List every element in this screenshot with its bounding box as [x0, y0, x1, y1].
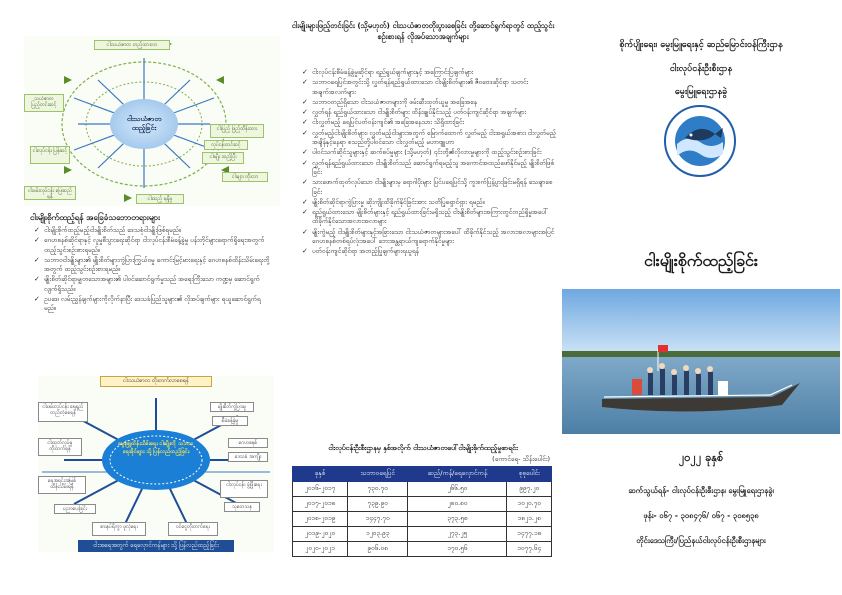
enhancement-item: စားနပ်ရိက္ခာ ဖူလုံရေး	[92, 522, 146, 536]
cycle-node-right3: ငါးမျိုး ထည့်ပြီး	[202, 152, 244, 164]
publication-year: ၂၀၂၂ ခုနှစ်	[678, 451, 724, 464]
ministry-name: စိုက်ပျိုးရေး၊ မွေးမြူရေးနှင့် ဆည်မြောင်းဝန်ကြီးဌာန	[619, 40, 783, 50]
consideration-item: ✓ သားဖောက်ထုတ်လုပ်သော ငါးမျိုးများမှ ရောဂါပိုးများ ပြင်ပရေပြင်သို့ ကူးစက်ပြန့်ပွားခြင်းမရှိရန် သေချာစေခြင်း	[302, 178, 553, 196]
checkmark-icon: ✓	[302, 208, 308, 217]
left-panel	[0, 0, 278, 595]
consideration-item: ✓ လွှတ်မည့်ငါးမျိုးစိတ်များ၊ လွှတ်မည့်ငါးများအတွက် မြောက်ထောက် လွှတ်မည့် ငါးအရွယ်အစား၊ ငါးလွှတ်မည့်အချိန်နှင့်နေရာ စသည်တို့ပါဝင်သော ငါးလွှတ်မည့် မဟာဗျူဟာ	[302, 128, 556, 147]
cycle-node-left2: ငါးလုပ်ငန်း ပြန်ဆင့်	[30, 146, 70, 164]
checkmark-icon: ✓	[302, 148, 308, 157]
consideration-item: ✓ လွှတ်ရန် ရည်ရွယ်ထားသော ငါးမျိုးစိတ်များ ထိန်းချုပ်နိုင်သည့် ပတ်ဝန်းကျင်ဆိုင်ရာ အချက်များ	[302, 108, 527, 117]
consideration-item: ✓ ပါဝင်သက်ဆိုင်သူများနှင့် ဆက်စပ်မှုများ (သို့မဟုတ်) ၎င်းတို့၏လိုလားမှုများကို ထည့်သွင်းစဉ်းစားခြင်း	[302, 148, 542, 157]
principle-item: ✓ ငါးမျိုးစိုက်ထည့်မည့်ငါးမျိုးစိတ်သည် ဒေသစုံငါးမျိုးဖြစ်ရမည်။	[34, 226, 181, 234]
checkmark-icon: ✓	[302, 227, 308, 236]
checkmark-icon: ✓	[34, 275, 40, 284]
consideration-item: ✓ မျိုးစိတ်ဆိုင်ရာကွဲပြားမှု ဆိုးကျိုးထိခိုက်နိုင်ခြင်းအား သတိပြုရှောင်ရှား ရမည်။	[302, 197, 485, 206]
consideration-item: ✓ ပတ်ဝန်းကျင်ဆိုင်ရာ အတည့်ပြုချက်များရယူရန်	[302, 247, 419, 256]
principle-item: ✓ ဥပဒေ၊ လမ်းညွှန်ချက်များကိုလိုက်နာပြီး ဒေသခံပြည်သူများ၏ လိုအပ်ချက်များ ရယူဆောင်ရွက်ရမည်။	[34, 295, 261, 313]
enhancement-item: ရေအရင်းအမြစ် ထိန်းသိမ်းရန်	[38, 476, 86, 494]
principles-title: ငါးမျိုးစိုက်ထည့်ရန် အခြေခံသဘောတရားများ	[30, 213, 160, 222]
consideration-item: ✓ မျိုးကွဲမည့် ငါးမျိုးစိတ်များနှင့်အခြားသော ငါးသယံဇာတများအပေါ် ထိခိုက်နိုင်သည့် အလားအလာများအပြင် ဂေဟစနစ်တစ်ရပ်လုံးအပေါ် ဘေးအန္တရာယ်ကျရောက်နိုင်မှုများ	[302, 227, 555, 246]
division-name: မွေးမြူရေးဌာနခွဲ	[674, 87, 728, 97]
checkmark-icon: ✓	[302, 118, 308, 127]
checkmark-icon: ✓	[302, 68, 308, 76]
checkmark-icon: ✓	[34, 255, 40, 264]
consideration-item: ✓ ငါးလွှတ်မည့် ရေပြင်ပတ်ဝန်းကျင်၏ အခြေအနေသား သိရှိထားခြင်း	[302, 118, 465, 127]
principle-item: ✓ မျိုးစိတ်ဆိုင်ရာမျှတသောအများ၏ ပါဝင်ဆောင်ရွက်မှုသည် အရေးကြီးသော ကဏ္ဍမှ ဆောင်ရွက်လျက်ရှိသည်။	[34, 275, 260, 293]
checkmark-icon: ✓	[302, 128, 308, 137]
table-row: ၂၀၁၉-၂၀၂၀ ၁၂၀၃.၉၃ ၂၇၃.၂၅ ၁၄၇၇.၁၈	[293, 527, 552, 542]
table-unit: (ကောင်ရေ- သိန်းပေါင်း)	[492, 455, 550, 463]
checkmark-icon: ✓	[302, 108, 308, 117]
cycle-node-bottom: ငါးထည့် ရရှိမှု	[136, 194, 184, 204]
checkmark-icon: ✓	[302, 178, 308, 187]
enhancement-item: မျိုးစိတ်ကွဲပြားမှု	[210, 402, 254, 412]
table-row: ၂၀၁၆-၂၀၁၇ ၇၃၀.၇၀ ၂၆၆.၅၀ ၉၉၇.၂၀	[293, 482, 552, 497]
principle-item: ✓ ဂေဟစနစ်ဆိုင်ရာနှင့် လူမှုစီးပွားရေးဆိုင်ရာ ငါးလုပ်ငန်းစီမံခန့်ခွဲမှု ပန်းတိုင်များရောက်ရှိရေးအတွက် ထည့်သွင်းစဉ်းစားရမည်။	[34, 236, 265, 254]
enhancement-item: ငါးဖမ်းလုပ်ငန်း ရေရှည်တည်တံ့စေရန်	[38, 402, 88, 422]
enhancement-bottom-banner: ငါးအရေအတွက် ရေလှောင်ကန်များ သို့ ပြန်လည်ထည့်ခြင်း	[78, 540, 234, 552]
checkmark-icon: ✓	[34, 226, 40, 234]
considerations-list	[302, 68, 556, 258]
table-row: ၂၀၁၇-၂၀၁၈ ၇၃၉.၉၀ ၂၈၀.၈၀ ၁၀၂၀.၇၀	[293, 497, 552, 512]
table-row: ၂၀၂၀-၂၀၂၁ ၉၀၆.၀၈ ၁၇၀.၅၆ ၁၀၇၇.၆၄	[293, 542, 552, 557]
enhancement-center-text: မွေးမြူထိန်းသိမ်းရေး ငါးမျိုးကို သဘာဝ ရေအိုင်များ သို့ ပြန်လည်ထည့်ခြင်း	[118, 441, 194, 455]
stock-enhancement-diagram	[38, 376, 274, 552]
department-name: ငါးလုပ်ငန်းဦးစီးဌာန	[669, 64, 733, 74]
enhancement-item: ဒေသခံ အကျိုး	[228, 452, 268, 462]
contact-line: ဆက်သွယ်ရန်- ငါးလုပ်ငန်းဦးစီးဌာန၊ မွေးမြူရေးဌာနခွဲ၊	[628, 486, 774, 495]
table-header-reservoir: ဆည်/ကန်/ရေလှောင်ကန်	[408, 467, 507, 482]
right-panel	[560, 0, 842, 595]
stocking-table	[292, 466, 552, 557]
fish-resource-cycle-diagram	[24, 36, 280, 206]
consideration-item: ✓ ရည်ရွယ်ထားသော မျိုးစိတ်များနှင့် ရည်ရွယ်ထားခြင်းမရှိသည့် ငါးမျိုးစိတ်များအကြားတွင်တည်ရှိမှုအပေါ် ထိခိုက်နိုင်သောအလားအလာများ	[302, 208, 548, 226]
table-header-natural: သဘာဝရေပြင်	[347, 467, 408, 482]
regional-offices-line: တိုင်းဒေသကြီး/ပြည်နယ်ငါးလုပ်ငန်းဦးစီးဌာနများ	[636, 536, 766, 545]
cycle-node-bottom-left: ငါးဖမ်းလုပ်ငန်း ဖြေဆည်ရန်	[24, 186, 76, 200]
fish-logo-icon	[663, 104, 737, 178]
cycle-node-top: ငါးသယံဇာတ တည့်ထားလာ	[94, 40, 170, 50]
enhancement-item: ပညာပေးခြင်း	[54, 504, 96, 514]
principle-item: ✓ သဘာဝငါးမျိုးများ၏ မျိုးစိတ်များကွဲပြားကြွယ်ဝမှု ကောင်းမြင့်မားရေးနှင့် ဂေဟစနစ်ထိန်းသိမ်းရေးတို့အတွက် ထည့်သွင်းစဉ်းစားရမည်။	[34, 255, 270, 274]
main-title: ငါးမျိုးစိုက်ထည့်ခြင်း	[644, 251, 758, 270]
enhancement-item: ဂေဟစနစ်	[228, 438, 268, 448]
checkmark-icon: ✓	[302, 197, 308, 206]
department-logo	[663, 104, 737, 178]
cycle-node-right4: ငါးများ တိုးလာ	[222, 172, 268, 182]
cycle-center-node: ငါးသယံဇာတ ထည့်ခြင်း	[110, 99, 178, 149]
checkmark-icon: ✓	[34, 236, 40, 245]
enhancement-item: သုတေသန	[224, 502, 260, 512]
consideration-item: ✓ လွှတ်ရန်ရည်ရွယ်ထားသော ငါးမျိုးစိတ်သည် ဆောင်ရွက်ရမည့်သူ အကောင်အထည်ဖော်နိုင်မည့် မျိုးစိတ်ဖြစ်ခြင်း	[302, 158, 555, 176]
table-row: ၂၀၁၈-၂၀၁၉ ၁၄၄၇.၇၀ ၃၇၃.၅၈ ၁၈၂၁.၂၈	[293, 512, 552, 527]
enhancement-item: ငါးလုပ်ငန်း ဖွံ့ဖြိုးရေး	[220, 480, 268, 498]
enhancement-item: ဝင်ငွေတိုးတက်ရေး	[168, 522, 218, 536]
considerations-heading: ငါးမျိုးများဖြည့်တင်းခြင်း (သို့မဟုတ်) ငါးသယံဇာတတိုးပွားစေခြင်း တို့ဆောင်ရွက်ရာတွင် ထည့်သွင်းစဉ်းစားရန် လိုအပ်သောအချက်များ	[291, 21, 555, 41]
table-title: ငါးလုပ်ငန်းဦးစီးဌာနမှ နှစ်အလိုက် ငါးသယံဇာတပေါ်ငါးမျိုးစိုက်ထည့်မှုစာရင်း	[328, 444, 518, 452]
checkmark-icon: ✓	[302, 247, 308, 256]
phone-line: ဖုန်း- ၀၆၇ - ၃၀၈၄၇၆/ ၀၆၇ - ၃၀၈၅၃၈	[643, 511, 759, 520]
middle-panel	[290, 0, 556, 595]
enhancement-item: စီမံခန့်ခွဲမှု	[212, 416, 248, 426]
fish-release-photo	[562, 289, 840, 434]
cycle-node-left1: သယံဇာတ ပြည့်တင်းဆင့်	[24, 94, 64, 112]
consideration-item: ✓ သဘာဝရေပြင်အတွင်းသို့ လွှတ်ရန်ရည်ရွယ်ထားသော ငါးမျိုးစိတ်များ၏ ဇီဝဗေဒဆိုင်ရာ သတင်းအချက်အလက်များ	[302, 78, 529, 96]
boat-on-lake-image	[562, 289, 840, 434]
consideration-item: ✓ သဘာဝတည်ရှိသော ငါးသယံဇာတများကို ဖမ်းဆီးထုတ်ယူမှု အခြေအနေ	[302, 97, 477, 106]
consideration-item: ✓ ငါးလုပ်ငန်းစီမံခန့်ခွဲမှုဆိုင်ရာ ရည်ရွယ်ချက်များနှင့် အကြောင်းပြချက်များ	[302, 68, 474, 76]
cycle-node-right1: ငါးပြည့် ဖြည့်ထိန်းထား	[210, 124, 264, 138]
enhancement-item: ငါးထုတ်လုပ်မှု တိုးတက်ရန်	[38, 438, 82, 456]
checkmark-icon: ✓	[302, 97, 308, 106]
checkmark-icon: ✓	[34, 295, 40, 304]
checkmark-icon: ✓	[302, 158, 308, 167]
cycle-node-right2: လုပ်ငန်းတင်ဆင့်	[204, 140, 248, 150]
table-header-total: စုစုပေါင်း	[507, 467, 552, 482]
checkmark-icon: ✓	[302, 78, 308, 87]
enhancement-diagram-title: ငါးသယံဇာတ တိုးတက်လာစေရန်	[100, 376, 212, 387]
table-header-year: ခုနှစ်	[293, 467, 348, 482]
principles-list	[34, 226, 272, 315]
